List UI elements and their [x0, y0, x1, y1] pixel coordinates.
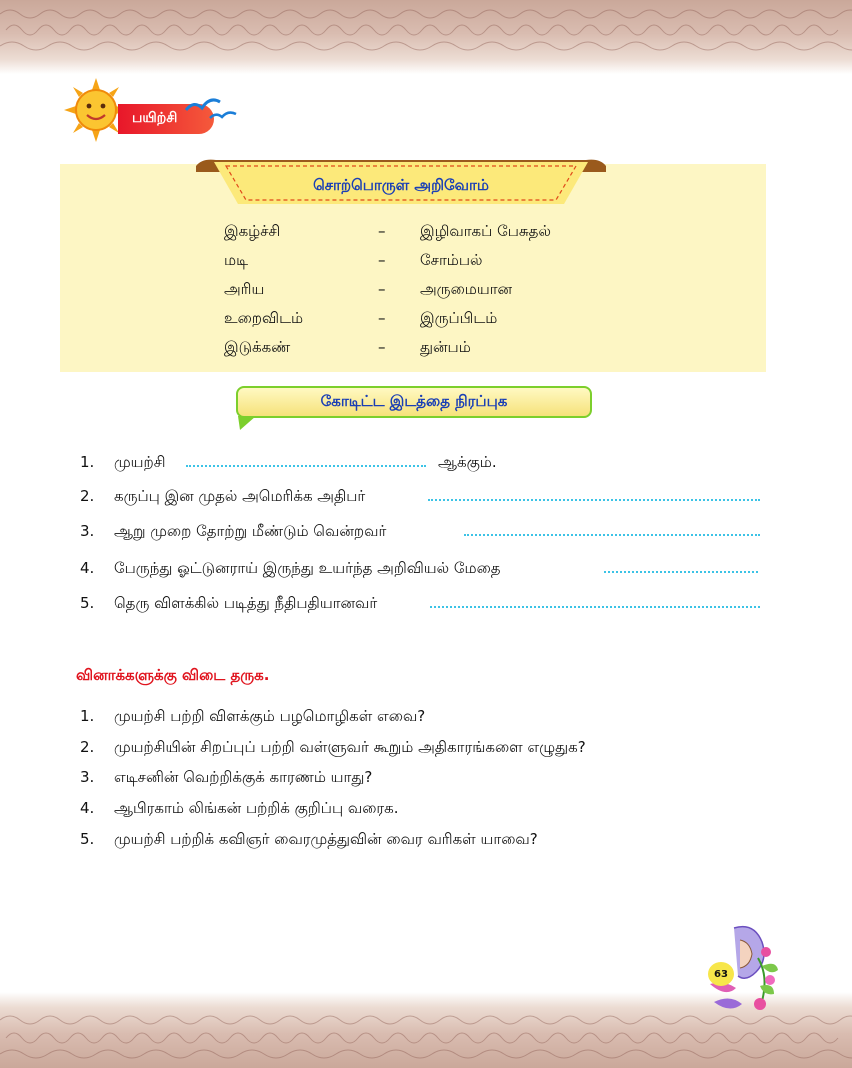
item-text: எடிசனின் வெற்றிக்குக் காரணம் யாது?: [114, 768, 373, 786]
glossary-row: [224, 338, 744, 362]
glossary-row: [224, 280, 744, 304]
item-text: முயற்சி பற்றிக் கவிஞர் வைரமுத்துவின் வைர வரிகள் யாவை?: [114, 830, 538, 848]
item-number: 4.: [80, 799, 95, 817]
glossary-word: அரிய: [224, 280, 265, 298]
item-number: 1.: [80, 453, 95, 471]
item-text: கருப்பு இன முதல் அமெரிக்க அதிபர்: [114, 487, 366, 505]
manuscript-texture: [0, 0, 852, 74]
item-text: முயற்சி: [114, 453, 166, 471]
glossary-word: இகழ்ச்சி: [224, 222, 281, 240]
glossary-word: உறைவிடம்: [224, 309, 304, 327]
glossary-row: [224, 309, 744, 333]
glossary-meaning: இழிவாகப் பேசுதல்: [420, 222, 551, 240]
answer-questions-title: வினாக்களுக்கு விடை தருக.: [76, 666, 270, 684]
glossary-dash: –: [378, 309, 386, 327]
blank-line[interactable]: [428, 499, 760, 501]
item-text: தெரு விளக்கில் படித்து நீதிபதியானவர்: [114, 594, 378, 612]
glossary-row: [224, 251, 744, 275]
glossary-dash: –: [378, 338, 386, 356]
blank-line[interactable]: [464, 534, 760, 536]
item-text: ஆறு முறை தோற்று மீண்டும் வென்றவர்: [114, 522, 387, 540]
item-number: 3.: [80, 768, 95, 786]
glossary-meaning: அருமையான: [420, 280, 513, 298]
page-number: 63: [708, 962, 734, 986]
item-text: முயற்சியின் சிறப்புப் பற்றி வள்ளுவர் கூறும் அதிகாரங்களை எழுதுக?: [114, 738, 586, 756]
glossary-title: சொற்பொருள் அறிவோம்: [313, 176, 489, 194]
item-number: 5.: [80, 594, 95, 612]
item-number: 5.: [80, 830, 95, 848]
blank-line[interactable]: [604, 571, 758, 573]
section-label: பயிற்சி: [118, 104, 214, 134]
item-text: முயற்சி பற்றி விளக்கும் பழமொழிகள் எவை?: [114, 707, 426, 725]
glossary-meaning: சோம்பல்: [420, 251, 483, 269]
item-number: 1.: [80, 707, 95, 725]
fill-blanks-title: கோடிட்ட இடத்தை நிரப்புக: [236, 386, 592, 418]
glossary-meaning: இருப்பிடம்: [420, 309, 498, 327]
item-text: ஆபிரகாம் லிங்கன் பற்றிக் குறிப்பு வரைக.: [114, 799, 399, 817]
speech-tail: [238, 416, 256, 430]
glossary-row: [224, 222, 744, 246]
item-text: பேருந்து ஓட்டுனராய் இருந்து உயர்ந்த அறிவியல் மேதை: [114, 559, 501, 577]
glossary-dash: –: [378, 280, 386, 298]
blank-line[interactable]: [430, 606, 760, 608]
glossary-meaning: துன்பம்: [420, 338, 471, 356]
blank-line[interactable]: [186, 465, 426, 467]
glossary-dash: –: [378, 251, 386, 269]
item-number: 4.: [80, 559, 95, 577]
item-suffix: ஆக்கும்.: [438, 453, 497, 471]
glossary-word: மடி: [224, 251, 249, 269]
item-number: 2.: [80, 738, 95, 756]
item-number: 3.: [80, 522, 95, 540]
birds-icon: [182, 88, 238, 122]
item-number: 2.: [80, 487, 95, 505]
glossary-word: இடுக்கண்: [224, 338, 291, 356]
glossary-dash: –: [378, 222, 386, 240]
top-manuscript-band: [0, 0, 852, 74]
